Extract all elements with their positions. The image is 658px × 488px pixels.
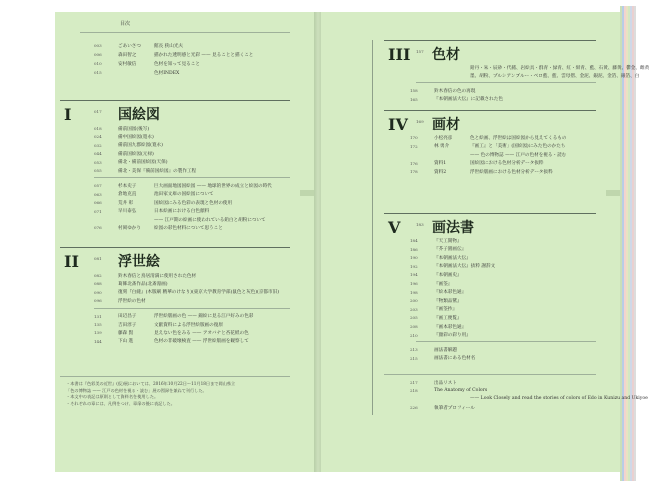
rsec2-g0-entry-9-page: 205	[410, 315, 418, 321]
rsec1-g0-entry-1-page: 172	[410, 143, 418, 149]
rsec2-g0-entry-3-author: 『本朝画法大伝』抜粋 謝辞文	[434, 264, 496, 270]
rsec2-g0-entry-7-page: 200	[410, 298, 418, 304]
section-start-page: 017	[94, 109, 102, 114]
sec0-g0-entry-1-author: 備中国絵図(寛永)	[118, 134, 154, 140]
rsec2-g0-entry-9-author: 『画工便覧』	[434, 315, 462, 321]
rsec0-g1-entry-0-page: 158	[410, 88, 418, 94]
rsec2-g0-entry-11-author: 『顔彩の彩り用』	[434, 333, 471, 339]
rsec2-g0-entry-10-page: 208	[410, 324, 418, 329]
sec0-g1-entry-2-page: 066	[94, 200, 102, 206]
sec0-g0-entry-2-page: 032	[94, 142, 102, 148]
group-divider	[416, 82, 596, 83]
sec0-g1-entry-2-title: 国絵図にみる色彩の表現と色材の使用	[154, 200, 233, 206]
intro-entry-0-title: 館長 狭山光夫	[154, 43, 184, 49]
sec0-g0-entry-5-page: 055	[94, 168, 102, 173]
sec1-g0-entry-3-author: 浮世絵の色材	[118, 298, 146, 304]
sec1-g1-entry-1-author: 吉田淳子	[118, 322, 137, 328]
rsec1-g0-entry-1-title: 『画工』と「美術」(国絵図)にみた色のかたち	[470, 144, 566, 150]
rsec2-g0-entry-2-page: 190	[410, 255, 418, 261]
sec1-g1-entry-2-author: 藤森 賢	[118, 330, 134, 336]
sec0-g1-entry-1-page: 063	[94, 191, 102, 197]
section-numeral: III	[388, 45, 411, 64]
rsec2-g0-entry-10-author: 『画本彩色通』	[434, 324, 467, 330]
section-title: 国絵図	[118, 107, 160, 123]
section-rule-left-1	[60, 247, 290, 248]
appendix-entry-1-page: 218	[410, 388, 418, 394]
sec0-g1-entry-0-author: 杉本史子	[118, 183, 137, 189]
appendix-entry-0-author: 出品リスト	[434, 380, 457, 386]
rsec2-g0-entry-11-page: 210	[410, 332, 418, 338]
sec0-g1-entry-0-title: 巨大画面地図国絵図 —— 地球的世界の成立と絵図の時代	[154, 183, 272, 189]
sec1-g1-entry-1-title: 文献資料による浮世絵版画の復原	[154, 322, 223, 328]
sec1-g1-entry-0-title: 浮世絵版画の色 —— 錦絵に見る江戸好みの色彩	[154, 314, 254, 320]
footnote-line-1: 「色の博物誌 —— 江戸の色材を視る・読む」展の図録を兼ねて刊行した。	[66, 387, 207, 393]
sec0-g1-entry-0-page: 057	[94, 183, 102, 189]
rsec2-g0-entry-8-page: 203	[410, 306, 418, 312]
rsec1-g0-entry-0-page: 170	[410, 135, 418, 140]
sec1-g1-entry-2-page: 139	[94, 330, 102, 336]
rsec2-g0-entry-4-author: 『本朝画史』	[434, 272, 462, 278]
section-start-page: 169	[416, 119, 424, 124]
header-rule	[80, 32, 290, 33]
section-title: 浮世絵	[118, 254, 160, 270]
rsec2-g0-entry-2-author: 『本朝画法大伝』	[434, 255, 471, 261]
sec1-g0-entry-2-author: 復刻『白縫』(木版刷 精華のけなり)(東京大学教育学部)鼠色と灰色)(京都市旧)	[118, 290, 280, 296]
rsec2-g0-entry-4-page: 194	[410, 272, 418, 278]
sec0-g0-entry-2-author: 備前国九郡絵図(寛永)	[118, 143, 163, 149]
rsec2-g0-entry-3-page: 192	[410, 263, 418, 269]
sec1-g1-entry-3-page: 144	[94, 338, 102, 344]
section-numeral: IV	[388, 115, 408, 134]
sec0-g1-entry-1-title: 池田家文庫の国絵図について	[154, 192, 214, 198]
right-page	[321, 12, 621, 472]
sec1-g0-entry-1-page: 088	[94, 281, 102, 287]
section-numeral: V	[388, 218, 401, 237]
section-rule-right-0	[384, 40, 596, 41]
section-numeral: II	[64, 252, 79, 271]
section-rule-right-2	[384, 213, 596, 214]
sec1-g1-entry-3-author: 下山 進	[118, 339, 134, 345]
sec0-g1-entry-3-title: 日本絵画における白色顔料	[154, 209, 210, 215]
appendix-rule	[384, 374, 596, 375]
intro-entry-1-title: 描かれた透明感と光彩 —— 見ることと描くこと	[154, 52, 254, 58]
sec0-g0-entry-0-page: 018	[94, 126, 102, 131]
sec0-g0-entry-3-author: 備前国絵図(元禄)	[118, 151, 154, 157]
fold-tab-left	[300, 190, 314, 196]
group-divider	[94, 308, 290, 309]
sec0-g0-entry-4-page: 053	[94, 159, 102, 165]
sec0-g1-entry-3-page: 071	[94, 208, 102, 214]
sec0-g0-entry-3-page: 044	[94, 151, 102, 157]
section-numeral: I	[64, 105, 72, 124]
sec1-g1-entry-2-title: 見えない色をみる —— アオバナと杏花紙の色	[154, 330, 249, 336]
footnote-line-0: ・本書は『色彩美の近世』(仮)展においては、2016年10月22日〜11月18日まで岡山県立	[66, 381, 236, 386]
rsec2-g1-entry-1-author: 画法書にある色材名	[434, 356, 476, 362]
intro-entry-3-title: 色材INDEX	[154, 70, 180, 76]
rsec2-g0-entry-5-page: 196	[410, 281, 418, 286]
sec0-g1-entry-3-author: 早川泰弘	[118, 209, 137, 215]
section-title: 色材	[432, 47, 460, 63]
sec1-g0-entry-3-page: 096	[94, 298, 102, 304]
rsec1-g0-entry-4-author: 資料2	[434, 169, 447, 175]
section-start-page: 183	[416, 222, 424, 227]
sec0-g1-entry-5-page: 076	[94, 225, 102, 231]
sec1-g0-entry-0-author: 鈴木春信と鳥居清満に使用された色材	[118, 273, 197, 279]
sec0-g0-entry-0-author: 備前国図(後写)	[118, 126, 150, 132]
intro-entry-1-page: 006	[94, 52, 102, 57]
sec0-g1-entry-1-author: 倉地克直	[118, 192, 137, 198]
rsec2-g0-entry-1-author: 『芥子園画伝』	[434, 247, 467, 253]
rsec0-g0-entry-0-title: 鉛丹・朱・辰砂・代赭、岩絵具・群青・緑青、紅・紺青、藍、石黄、藤黄、鬱金、雌黄	[470, 65, 650, 71]
section-start-page: 157	[416, 49, 424, 54]
footnote-line-2: ・本文中の表記は原則として資料名を使用した。	[66, 394, 159, 399]
intro-entry-0-author: ごあいさつ	[118, 43, 141, 49]
section-start-page: 081	[94, 256, 102, 261]
footnote-line-3: ・それぞれの章には、凡例をつけ、章扉の後に表記した。	[66, 400, 175, 406]
sec1-g1-entry-0-author: 田辺昌子	[118, 314, 137, 320]
appendix-entry-1-author: The Anatomy of Colors	[434, 387, 488, 393]
rsec2-g0-entry-5-author: 『画筌』	[434, 281, 453, 287]
fold-tab-right	[606, 190, 620, 196]
sec0-g1-entry-5-author: 村岡ゆかり	[118, 225, 141, 231]
rsec1-g0-entry-3-page: 176	[410, 160, 418, 166]
rsec0-g1-entry-1-author: 『本朝画法大伝』に記載された色	[434, 97, 503, 103]
rsec2-g1-entry-0-page: 213	[410, 347, 418, 353]
rsec1-g0-entry-2-title: —— 色の博物誌 —— 江戸の色材を視る・読む	[470, 152, 567, 158]
rsec1-g0-entry-0-author: 小松亮彦	[434, 135, 453, 141]
appendix-entry-3-page: 226	[410, 405, 418, 411]
sec1-g0-entry-1-author: 葛飾北斎作品(北斎漫画)	[118, 281, 168, 287]
right-column-rule	[372, 40, 373, 415]
section-title: 画材	[432, 117, 460, 133]
sec1-g0-entry-0-page: 082	[94, 273, 102, 278]
intro-entry-0-page: 003	[94, 43, 102, 48]
sec1-g1-entry-1-page: 135	[94, 322, 102, 327]
appendix-entry-3-author: 執筆者プロフィール	[434, 405, 475, 411]
rsec2-g0-entry-0-author: 『天工開物』	[434, 238, 462, 244]
intro-entry-1-author: 森田智之	[118, 52, 137, 58]
sec1-g0-entry-2-page: 090	[94, 289, 102, 295]
rsec2-g1-entry-1-page: 215	[410, 355, 418, 361]
section-rule-right-1	[384, 110, 596, 111]
intro-entry-2-author: 安村敏信	[118, 61, 137, 67]
intro-entry-2-page: 010	[94, 61, 102, 66]
rsec1-g0-entry-3-author: 資料1	[434, 161, 447, 167]
appendix-entry-2-title: —— Look Closely and read the stories of colors of Edo in Kunizu and Ukiyoe	[470, 396, 648, 402]
rsec1-g0-entry-4-page: 178	[410, 169, 418, 175]
rsec0-g0-entry-1-title: 墨、胡粉、プルシアンブルー・ベロ藍、藍、雲母摺、金泥、銀泥、金箔、銀箔、白	[470, 74, 640, 80]
section-title: 画法書	[432, 220, 474, 236]
rsec2-g0-entry-0-page: 184	[410, 238, 418, 243]
rsec2-g0-entry-8-author: 『画筌抄』	[434, 307, 457, 313]
rsec2-g1-entry-0-author: 画法書解題	[434, 347, 457, 353]
sec0-g0-entry-5-author: 備北・美保『備前国絵図』の製作工程	[118, 168, 197, 174]
rsec1-g0-entry-3-title: 国絵図における色材分析データ抜粋	[470, 161, 544, 167]
rsec1-g0-entry-0-title: 色と絵画、浮世絵は国絵図から見えてくるもの	[470, 135, 567, 141]
intro-entry-2-title: 色材を知って見ること	[154, 61, 200, 67]
rsec2-g0-entry-6-author: 『絵本彩色通』	[434, 290, 467, 296]
sec1-g1-entry-0-page: 131	[94, 313, 102, 319]
rsec0-g1-entry-0-author: 鈴木春信の色の再現	[434, 88, 476, 94]
intro-entry-3-page: 015	[94, 70, 102, 75]
group-divider	[416, 341, 596, 342]
rsec1-g0-entry-1-author: 林 勇介	[434, 144, 450, 150]
group-divider	[94, 177, 290, 178]
rsec2-g0-entry-6-page: 198	[410, 289, 418, 295]
section-rule-left-0	[60, 100, 290, 101]
rsec0-g1-entry-1-page: 165	[410, 96, 418, 102]
sec0-g1-entry-4-title: —— 江戸期の絵画に使われている鉛白と胡粉について	[154, 217, 266, 223]
sec1-g1-entry-3-title: 色材の非破壊検査 —— 浮世絵版画を観察して	[154, 339, 249, 345]
sec0-g0-entry-1-page: 024	[94, 134, 102, 140]
sec0-g1-entry-5-title: 絵図の彩色材料について思うこと	[154, 225, 223, 231]
rsec1-g0-entry-4-title: 浮世絵版画における色材分析データ抜粋	[470, 169, 553, 175]
footnote-rule	[60, 376, 290, 377]
appendix-entry-0-page: 217	[410, 380, 418, 385]
rsec2-g0-entry-7-author: 『物類品騭』	[434, 298, 462, 304]
rsec2-g0-entry-1-page: 186	[410, 246, 418, 252]
running-header: 目次	[120, 21, 131, 27]
sec0-g1-entry-2-author: 荒井 彰	[118, 200, 134, 206]
sec0-g0-entry-4-author: 備北・備前国絵図(天保)	[118, 160, 168, 166]
